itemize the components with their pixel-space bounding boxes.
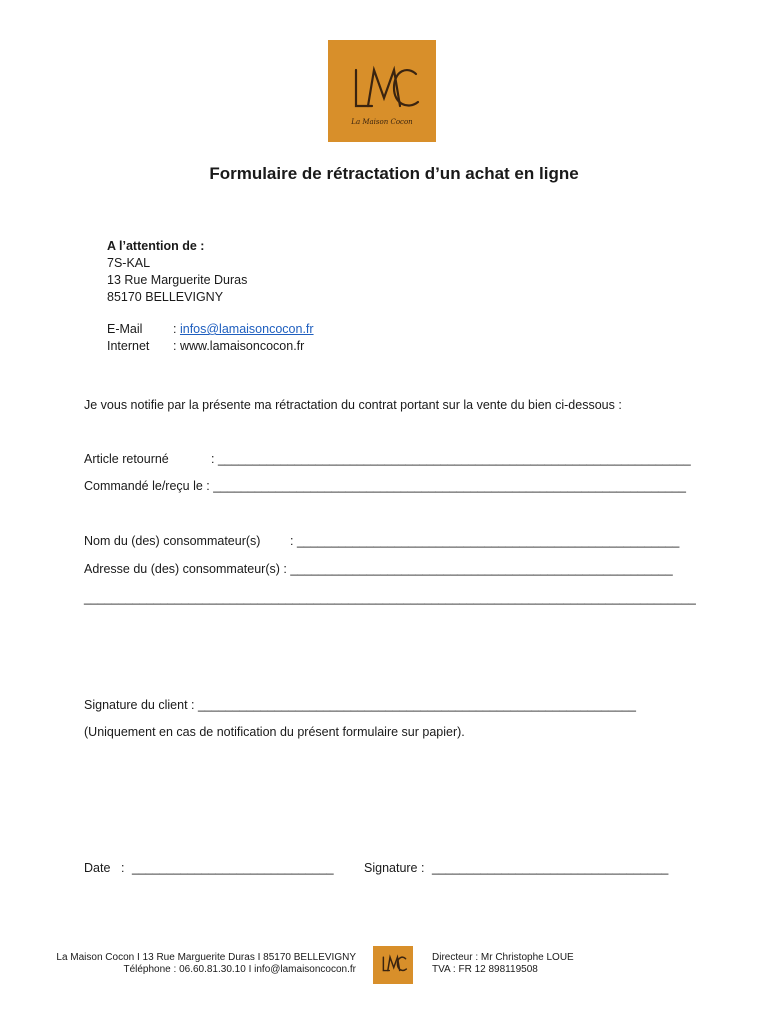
page-title: Formulaire de rétractation d’un achat en ligne — [209, 164, 579, 183]
footer-logo-mark — [373, 946, 413, 984]
email-link[interactable]: infos@lamaisoncocon.fr — [179, 322, 314, 336]
recipient-city: 85170 BELLEVIGNY — [107, 290, 224, 304]
date-separator: : — [121, 861, 125, 875]
internet-label: Internet — [107, 339, 150, 353]
brand-logo-mark — [328, 40, 436, 142]
consumer-name-label: Nom du (des) consommateur(s) — [84, 534, 261, 548]
signature-label: Signature : — [364, 861, 425, 875]
footer-address: La Maison Cocon I 13 Rue Marguerite Duras I 85170 BELLEVIGNY — [56, 952, 356, 963]
date-field[interactable]: _____________________________ — [132, 861, 334, 875]
recipient-company: 7S-KAL — [107, 256, 151, 270]
recipient-street: 13 Rue Marguerite Duras — [107, 273, 248, 287]
footer-logo — [373, 946, 413, 984]
brand-logo — [328, 40, 436, 142]
consumer-address-field[interactable]: Adresse du (des) consommateur(s) : _______________________________________________________ — [84, 562, 673, 576]
recipient-heading: A l’attention de : — [107, 239, 205, 253]
footer-contact: Téléphone : 06.60.81.30.10 I info@lamaisoncocon.fr — [123, 964, 356, 975]
ordered-field[interactable]: Commandé le/reçu le : ____________________________________________________________________ — [84, 479, 686, 493]
brand-logo-text: La Maison Cocon — [351, 118, 413, 126]
consumer-name-field[interactable]: : _______________________________________________________ — [290, 534, 680, 548]
signature-note: (Uniquement en cas de notification du présent formulaire sur papier). — [84, 725, 465, 739]
email-separator: : — [173, 322, 177, 336]
date-label: Date — [84, 861, 111, 875]
footer-director: Directeur : Mr Christophe LOUE — [432, 952, 574, 963]
consumer-address-line2[interactable]: ________________________________________________________________________________________ — [84, 591, 696, 605]
email-row — [173, 321, 314, 338]
article-field[interactable]: : ____________________________________________________________________ — [211, 452, 691, 466]
internet-value: : www.lamaisoncocon.fr — [173, 339, 305, 353]
email-label: E-Mail — [107, 322, 143, 336]
signature-field[interactable]: __________________________________ — [432, 861, 669, 875]
article-label: Article retourné — [84, 452, 169, 466]
footer-vat: TVA : FR 12 898119508 — [432, 964, 538, 975]
retraction-notice: Je vous notifie par la présente ma rétractation du contrat portant sur la vente du bien ci-dessous : — [84, 398, 622, 412]
client-signature-field[interactable]: Signature du client : _______________________________________________________________ — [84, 698, 636, 712]
